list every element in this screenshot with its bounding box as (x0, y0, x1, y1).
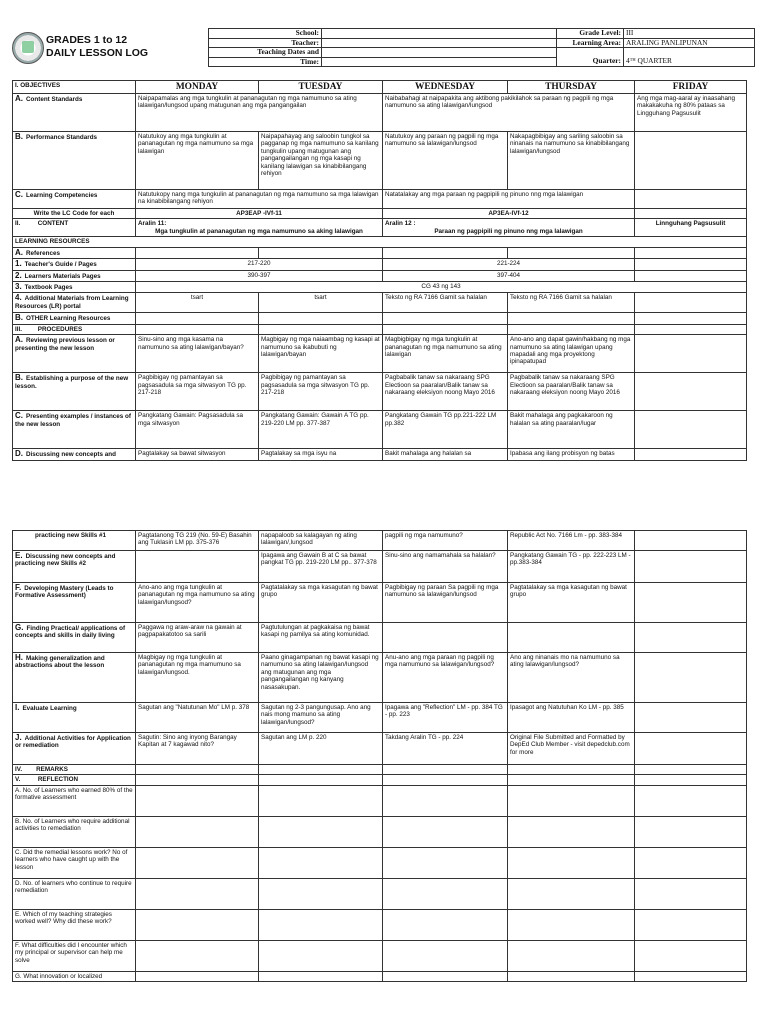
dates-field[interactable] (322, 48, 557, 58)
learning-competencies-fri (635, 190, 747, 209)
tg-pages-montue: 217-220 (136, 259, 383, 270)
reflection-c-fri[interactable] (635, 847, 747, 878)
learning-area-value: ARALING PANLIPUNAN (624, 38, 755, 48)
tg-pages-label: 1. Teacher's Guide / Pages (13, 259, 136, 270)
additional-materials-wed: Teksto ng RA 7166 Gamit sa halalan (383, 293, 508, 313)
reflection-e-fri[interactable] (635, 909, 747, 940)
school-label: School: (209, 29, 322, 39)
quarter-label: Quarter: (557, 57, 624, 67)
day-thursday: THURSDAY (508, 81, 635, 94)
reflection-g-label: G. What innovation or localized (13, 971, 136, 981)
textbook-pages-label: 3. Textbook Pages (13, 282, 136, 293)
teacher-field[interactable] (322, 38, 557, 48)
reflection-b-tue[interactable] (259, 816, 383, 847)
reflection-e-mon[interactable] (136, 909, 259, 940)
lc-code-wedthu: AP3EA-IVf-12 (383, 209, 635, 219)
proc-i-mon: Sagutan ang "Natutunan Mo" LM p. 378 (136, 703, 259, 733)
proc-b-mon: Pagbibigay ng pamantayan sa pagsasadula sa mga sitwasyon TG pp. 217-218 (136, 373, 259, 411)
proc-e-thu: Pangkatang Gawain TG - pp. 222-223 LM - pp.383-384 (508, 551, 635, 583)
reflection-b-mon[interactable] (136, 816, 259, 847)
reflection-d-mon[interactable] (136, 878, 259, 909)
proc-f-wed: Pagbibigay ng paraan Sa pagpili ng mga namumuno sa lalawigan/lungsod (383, 583, 508, 623)
quarter-value: 4ᵀᴴ QUARTER (624, 57, 755, 67)
procedures-label: III. PROCEDURES (13, 324, 136, 334)
reflection-d-label: D. No. of learners who continue to require remediation (13, 878, 136, 909)
proc-b-label: B. Establishing a purpose of the new lesson. (13, 373, 136, 411)
proc-g-mon: Paggawa ng araw-araw na gawain at pagpapakatotoo sa sarili (136, 623, 259, 653)
reflection-b-thu[interactable] (508, 816, 635, 847)
proc-d2-wed: pagpili ng mga namumuno? (383, 531, 508, 551)
reflection-f-fri[interactable] (635, 940, 747, 971)
reflection-d-fri[interactable] (635, 878, 747, 909)
grade-level-value: III (624, 29, 755, 39)
content-standards-label: A. Content Standards (13, 94, 136, 132)
proc-d2-thu: Republic Act No. 7166 Lm - pp. 383-384 (508, 531, 635, 551)
proc-c-label: C. Presenting examples / instances of the new lesson (13, 411, 136, 449)
reflection-a-fri[interactable] (635, 785, 747, 816)
reflection-c-wed[interactable] (383, 847, 508, 878)
reflection-label: V. REFLECTION (13, 775, 136, 785)
proc-d-tue: Pagtalakay sa mga isyu na (259, 449, 383, 460)
reflection-c-mon[interactable] (136, 847, 259, 878)
reflection-e-thu[interactable] (508, 909, 635, 940)
time-label: Time: (209, 57, 322, 67)
proc-j-tue: Sagutan ang LM p. 220 (259, 733, 383, 765)
reflection-a-tue[interactable] (259, 785, 383, 816)
tg-pages-wedthu: 221-224 (383, 259, 635, 270)
reflection-g-wed[interactable] (383, 971, 508, 981)
reflection-e-label: E. Which of my teaching strategies worked well? Why did these work? (13, 909, 136, 940)
proc-h-wed: Anu-ano ang mga paraan ng pagpili ng mga namumuno sa lalawigan/lungsod? (383, 653, 508, 703)
reflection-a-label: A. No. of Learners who earned 80% of the formative assessment (13, 785, 136, 816)
reflection-f-mon[interactable] (136, 940, 259, 971)
proc-e-wed: Sinu-sino ang namamahala sa halalan? (383, 551, 508, 583)
proc-h-mon: Magbigay ng mga tungkulin at pananagutan ng mga mamumuno sa lalawigan/lungsod. (136, 653, 259, 703)
title-line1: GRADES 1 to 12 (46, 34, 128, 46)
proc-d-wed: Bakit mahalaga ang halalan sa (383, 449, 508, 460)
reflection-g-tue[interactable] (259, 971, 383, 981)
reflection-g-mon[interactable] (136, 971, 259, 981)
reflection-a-wed[interactable] (383, 785, 508, 816)
proc-h-label: H. Making generalization and abstractions about the lesson (13, 653, 136, 703)
day-friday: FRIDAY (635, 81, 747, 94)
learning-competencies-montue: Natutukopy nang mga tungkulin at pananagutan ng mga namumuno sa mga lalawigan na kinabibilangang rehiyon (136, 190, 383, 209)
learning-competencies-label: C. Learning Competencies (13, 190, 136, 209)
content-montue: Aralin 11: Mga tungkulin at pananagutan ng mga namumuno sa aking lalawigan (136, 219, 383, 237)
additional-materials-mon: tsart (136, 293, 259, 313)
proc-d2-tue: napapaloob sa kalagayan ng ating lalawigan/,lungsod (259, 531, 383, 551)
remarks-label: IV. REMARKS (13, 765, 136, 775)
meta-table (208, 28, 755, 67)
proc-f-thu: Pagtatalakay sa mga kasagutan ng bawat grupo (508, 583, 635, 623)
school-field[interactable] (322, 29, 557, 39)
proc-d-mon: Pagtalakay sa bawat sitwasyon (136, 449, 259, 460)
proc-d-label: D. Discussing new concepts and (13, 449, 136, 460)
performance-standards-thu: Nakapagbibigay ang sariling saloobin sa ninanais na namumuno sa kinabibilangang lalawigan/lungsod (508, 132, 635, 190)
reflection-d-tue[interactable] (259, 878, 383, 909)
proc-i-thu: Ipasagot ang Natutuhan Ko LM - pp. 385 (508, 703, 635, 733)
reflection-f-label: F. What difficulties did I encounter which my principal or supervisor can help me solve (13, 940, 136, 971)
reflection-a-thu[interactable] (508, 785, 635, 816)
lesson-log-table-page1 (12, 80, 747, 461)
reflection-f-thu[interactable] (508, 940, 635, 971)
proc-j-wed: Takdang Aralin TG - pp. 224 (383, 733, 508, 765)
references-label: A. References (13, 247, 136, 258)
textbook-pages-all: CG 43 ng 143 (136, 282, 747, 293)
reflection-d-thu[interactable] (508, 878, 635, 909)
proc-f-tue: Pagtatalakay sa mga kasagutan ng bawat grupo (259, 583, 383, 623)
proc-f-mon: Ano-ano ang mga tungkulin at pananagutan ng mga namumuno sa ating lalawigan/lungsod? (136, 583, 259, 623)
performance-standards-tue: Naipapahayag ang saloobin tungkol sa pagganap ng mga namumuno sa kanilang tungkulin upang matugunan ang pangangailangan ng mga kasapi ng kanilang lalawigan sa kinabibilangang rehiyon (259, 132, 383, 190)
proc-g-label: G. Finding Practical/ applications of concepts and skills in daily living (13, 623, 136, 653)
lm-pages-label: 2. Learners Materials Pages (13, 270, 136, 281)
proc-i-label: I. Evaluate Learning (13, 703, 136, 733)
content-standards-wedthu: Naibabahagi at naipapakita ang aktibong pakikilahok sa paraan ng pagpili ng mga namumuno sa ating lalawigan/lungsod (383, 94, 635, 132)
proc-i-tue: Sagutan ng 2-3 pangungusap. Ano ang nais mong mamuno sa ating lalawigan/lungsod? (259, 703, 383, 733)
lc-code-label: Write the LC Code for each (13, 209, 136, 219)
proc-a-mon: Sinu-sino ang mga kasama na namumuno sa ating lalawigan/bayan? (136, 335, 259, 373)
teacher-label: Teacher: (209, 38, 322, 48)
title-line2: DAILY LESSON LOG (46, 47, 149, 59)
proc-j-label: J. Additional Activities for Application or remediation (13, 733, 136, 765)
proc-d2-mon: Pagtatanong TG 219 (No. 59-E) Basahin ang Tuklasin LM pp. 375-376 (136, 531, 259, 551)
learning-competencies-wedthu: Natatalakay ang mga paraan ng pagpipili ng pinuno nng mga lalawigan (383, 190, 635, 209)
reflection-g-fri[interactable] (635, 971, 747, 981)
content-standards-montue: Naipapamalas ang mga tungkulin at pananagutan ng mga namumuno sa ating lalawigan/lungsod upang matugunan ang mga pangangailan (136, 94, 383, 132)
objectives-heading: I. OBJECTIVES (13, 81, 136, 94)
content-fri: Linnguhang Pagsusulit (635, 219, 747, 237)
proc-c-wed: Pangkatang Gawain TG pp.221-222 LM pp.382 (383, 411, 508, 449)
reflection-d-wed[interactable] (383, 878, 508, 909)
day-wednesday: WEDNESDAY (383, 81, 508, 94)
proc-b-thu: Pagbabalik tanaw sa nakaraang SPG Electioon sa paaralan/Balik tanaw sa nakaraang eleksiyon noong Mayo 2016 (508, 373, 635, 411)
reflection-a-mon[interactable] (136, 785, 259, 816)
header (12, 28, 758, 72)
day-monday: MONDAY (136, 81, 259, 94)
dates-label: Teaching Dates and (209, 48, 322, 58)
other-resources-label: B. OTHER Learning Resources (13, 313, 136, 324)
proc-a-wed: Magbigbigay ng mga tungkulin at pananagutan ng mga namumuno sa ating lalawigan (383, 335, 508, 373)
proc-f-label: F. Developing Mastery (Leads to Formative Assessment) (13, 583, 136, 623)
grade-level-label: Grade Level: (557, 29, 624, 39)
reflection-c-label: C. Did the remedial lessons work? No of learners who have caught up with the lesson (13, 847, 136, 878)
proc-e-label: E. Discussing new concepts and practicing new Skills #2 (13, 551, 136, 583)
lc-code-montue: AP3EAP -IVf-11 (136, 209, 383, 219)
proc-a-tue: Magbigay ng mga naiaambag ng kasapi at namumuno sa ikabubuti ng lalawigan/bayan (259, 335, 383, 373)
day-tuesday: TUESDAY (259, 81, 383, 94)
proc-b-tue: Pagbibigay ng pamantayan sa pagsasadula sa mga sitwasyon TG pp. 217-218 (259, 373, 383, 411)
performance-standards-wed: Natutukoy ang paraan ng pagpili ng mga namumuno sa lalawigan/lungsod (383, 132, 508, 190)
proc-c-mon: Pangkatang Gawain: Pagsasadula sa mga sitwasyon (136, 411, 259, 449)
reflection-b-fri[interactable] (635, 816, 747, 847)
deped-seal-icon (12, 32, 44, 64)
proc-a-label: A. Reviewing previous lesson or presenting the new lesson (13, 335, 136, 373)
content-label: II. CONTENT (13, 219, 136, 237)
reflection-b-label: B. No. of Learners who require additional activities to remediation (13, 816, 136, 847)
additional-materials-tue: tsart (259, 293, 383, 313)
additional-materials-label: 4. Additional Materials from Learning Resources (LR) portal (13, 293, 136, 313)
learning-area-label: Learning Area: (557, 38, 624, 48)
content-wedthu: Aralin 12 : Paraan ng pagpipili ng pinuno nng mga lalawigan (383, 219, 635, 237)
reflection-g-thu[interactable] (508, 971, 635, 981)
proc-d2-label: practicing new Skills #1 (13, 531, 136, 551)
lm-pages-wedthu: 397-404 (383, 270, 635, 281)
performance-standards-fri (635, 132, 747, 190)
reflection-f-tue[interactable] (259, 940, 383, 971)
reflection-c-tue[interactable] (259, 847, 383, 878)
proc-b-wed: Pagbabalik tanaw sa nakaraang SPG Electioon sa paaralan/Balik tanaw sa nakaraang eleksiyon noong Mayo 2016 (383, 373, 508, 411)
proc-a-thu: Ano-ano ang dapat gawin/hakbang ng mga namumuno sa ating lalawigan upang mapadali ang mga proyektong ipinapatupad (508, 335, 635, 373)
proc-e-mon (136, 551, 259, 583)
performance-standards-label: B. Performance Standards (13, 132, 136, 190)
proc-j-thu: Original File Submitted and Formatted by DepEd Club Member - visit depedclub.com for more (508, 733, 635, 765)
proc-i-wed: Ipagawa ang "Reflection" LM - pp. 384 TG - pp. 223 (383, 703, 508, 733)
learning-resources-heading: LEARNING RESOURCES (13, 237, 747, 247)
reflection-e-wed[interactable] (383, 909, 508, 940)
proc-j-mon: Sagutin: Sino ang inyong Barangay Kapitan at 7 kagawad nito? (136, 733, 259, 765)
proc-h-thu: Ano ang ninanais mo na namumuno sa ating lalawigan/lungsod? (508, 653, 635, 703)
content-standards-fri: Ang mga mag-aaral ay inaasahang makakakuha ng 80% pataas sa Lingguhang Pagsusulit (635, 94, 747, 132)
time-field[interactable] (322, 57, 557, 67)
proc-e-tue: Ipagawa ang Gawain B at C sa bawat pangkat TG pp. 219-220 LM pp.. 377-378 (259, 551, 383, 583)
proc-c-thu: Bakit mahalaga ang pagkakaroon ng halalan sa ating paaralan/lugar (508, 411, 635, 449)
proc-c-tue: Pangkatang Gawain: Gawain A TG pp. 219-220 LM pp. 377-387 (259, 411, 383, 449)
proc-g-tue: Pagtutulungan at pagkakaisa ng bawat kasapi ng pamilya sa ating komunidad. (259, 623, 383, 653)
proc-h-tue: Paano ginagampanan ng bawat kasapi ng namumuno sa ating lalawigan/lungsod ang matugunan ang mga pangangailangan ng kanyang nasasakupan. (259, 653, 383, 703)
performance-standards-mon: Natutukoy ang mga tungkulin at pananagutan ng mga namumuno sa mga lalawigan (136, 132, 259, 190)
reflection-c-thu[interactable] (508, 847, 635, 878)
lc-code-fri (635, 209, 747, 219)
reflection-b-wed[interactable] (383, 816, 508, 847)
additional-materials-thu: Teksto ng RA 7166 Gamit sa halalan (508, 293, 635, 313)
proc-d-thu: Ipabasa ang ilang probisyon ng batas (508, 449, 635, 460)
lm-pages-montue: 390-397 (136, 270, 383, 281)
reflection-e-tue[interactable] (259, 909, 383, 940)
lesson-log-table-page2 (12, 530, 747, 982)
reflection-f-wed[interactable] (383, 940, 508, 971)
